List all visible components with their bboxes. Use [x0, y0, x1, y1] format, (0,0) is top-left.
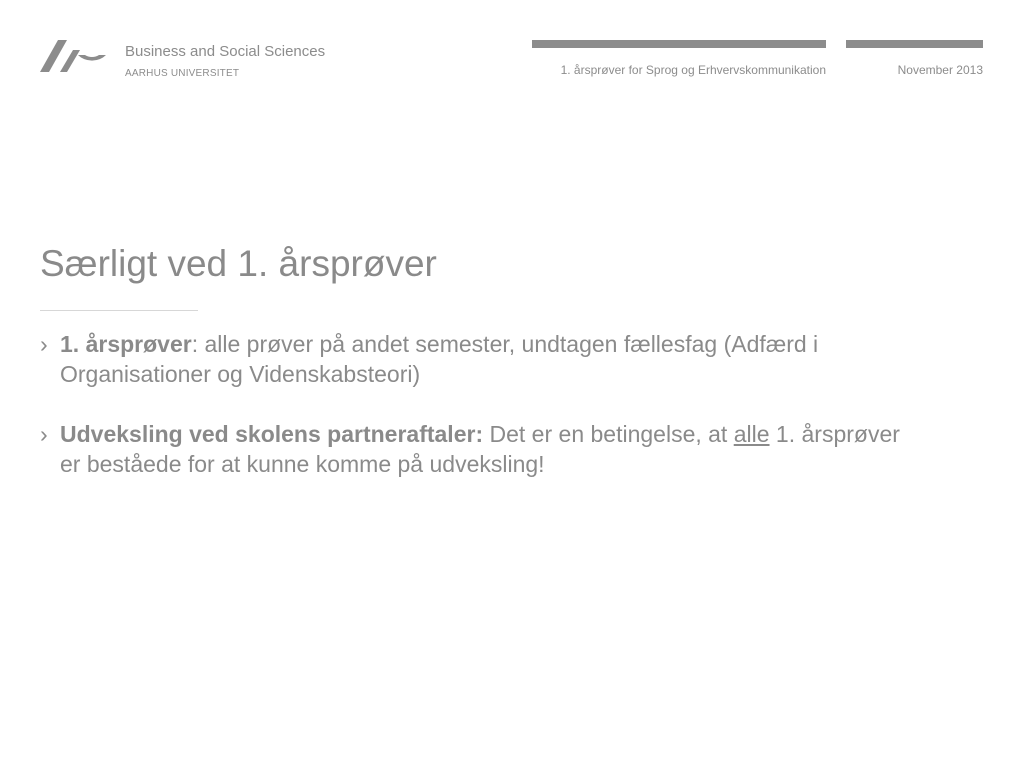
- faculty-name: Business and Social Sciences: [125, 43, 326, 60]
- bullet-item-2: [40, 419, 920, 479]
- presentation-title: 1. årsprøver for Sprog og Erhvervskommunikation: [560, 63, 826, 77]
- bullet-marker: ›: [40, 331, 48, 357]
- presentation-date: November 2013: [897, 63, 983, 77]
- bullet-1-bold: 1. årsprøver: [60, 331, 192, 357]
- bullet-1-text: : alle prøver på andet semester, undtagen fællesfag (Adfærd i Organisationer og Videnskabsteori): [60, 331, 819, 387]
- title-divider: [40, 310, 198, 311]
- bullet-2-text-before: Det er en betingelse, at: [483, 421, 734, 447]
- bullet-2-bold: Udveksling ved skolens partneraftaler:: [60, 421, 484, 447]
- bullet-2-underlined: alle: [733, 421, 770, 447]
- au-logo-icon: [40, 40, 108, 74]
- university-name: AARHUS UNIVERSITET: [125, 68, 240, 79]
- header-bar-title: [532, 40, 826, 48]
- bullet-2-text-after: 1. årsprøver er beståede for at kunne komme på udveksling!: [60, 421, 900, 477]
- header-bar-date: [846, 40, 983, 48]
- bullet-marker: ›: [40, 421, 48, 447]
- bullet-item-1: [40, 329, 920, 389]
- bullet-list: [40, 329, 920, 509]
- slide-title: Særligt ved 1. årsprøver: [40, 243, 437, 284]
